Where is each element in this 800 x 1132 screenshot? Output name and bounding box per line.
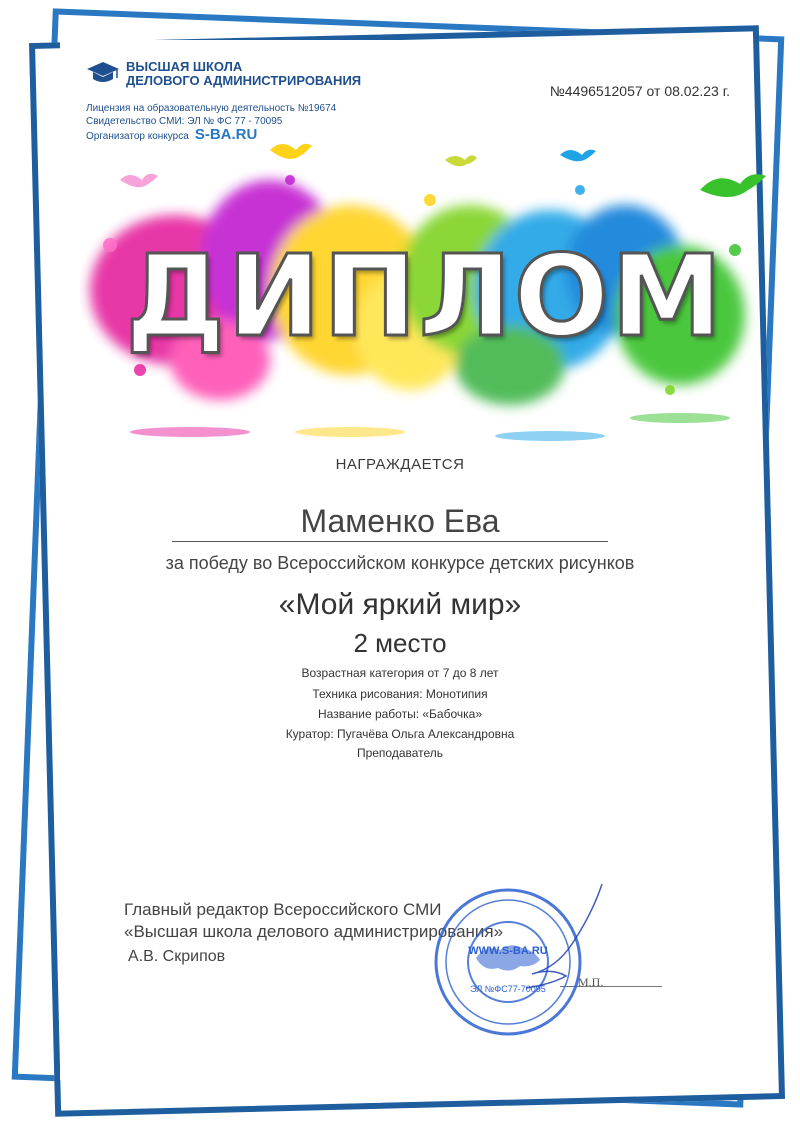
seal-site: WWW.S-BA.RU [468, 945, 548, 957]
detail-curator: Куратор: Пугачёва Ольга Александровна [285, 727, 515, 741]
stamp-label: М.П. [578, 975, 604, 989]
place-text: 2 место [353, 628, 447, 658]
organization-logo [86, 60, 361, 88]
detail-work-title: Название работы: «Бабочка» [318, 707, 482, 721]
recipient-name: Маменко Ева [300, 503, 500, 539]
detail-age-category: Возрастная категория от 7 до 8 лет [301, 666, 499, 680]
document-number: №4496512057 от 08.02.23 г. [549, 83, 730, 99]
signature-title-line2: «Высшая школа делового администрирования» [124, 922, 504, 941]
seal-cert: ЭЛ №ФС77-70095 [470, 984, 546, 994]
diploma-title: ДИПЛОМ [125, 232, 725, 362]
organizer-label: Организатор конкурса [86, 131, 189, 142]
graduation-cap-icon [86, 60, 120, 86]
signer-name: А.В. Скрипов [128, 948, 226, 965]
signature-title-line1: Главный редактор Всероссийского СМИ [124, 900, 442, 919]
diploma-banner [80, 140, 770, 460]
license-text: Лицензия на образовательную деятельность №19674 [86, 103, 337, 114]
award-reason: за победу во Всероссийском конкурсе детских рисунков [165, 553, 635, 573]
detail-curator-role: Преподаватель [356, 746, 444, 760]
contest-title: «Мой яркий мир» [278, 588, 522, 621]
official-seal [432, 882, 612, 1047]
organizer-site: S-BA.RU [194, 126, 258, 143]
org-name-line2: ДЕЛОВОГО АДМИНИСТРИРОВАНИЯ [126, 73, 362, 88]
license-block [86, 102, 336, 143]
recipient-underline [172, 541, 608, 542]
org-name-line1: ВЫСШАЯ ШКОЛА [126, 59, 243, 74]
awarded-label: НАГРАЖДАЕТСЯ [335, 456, 465, 473]
seal-stamp-icon [432, 882, 612, 1042]
media-certificate: Свидетельство СМИ: ЭЛ № ФС 77 - 70095 [86, 116, 283, 127]
detail-technique: Техника рисования: Монотипия [312, 687, 488, 701]
